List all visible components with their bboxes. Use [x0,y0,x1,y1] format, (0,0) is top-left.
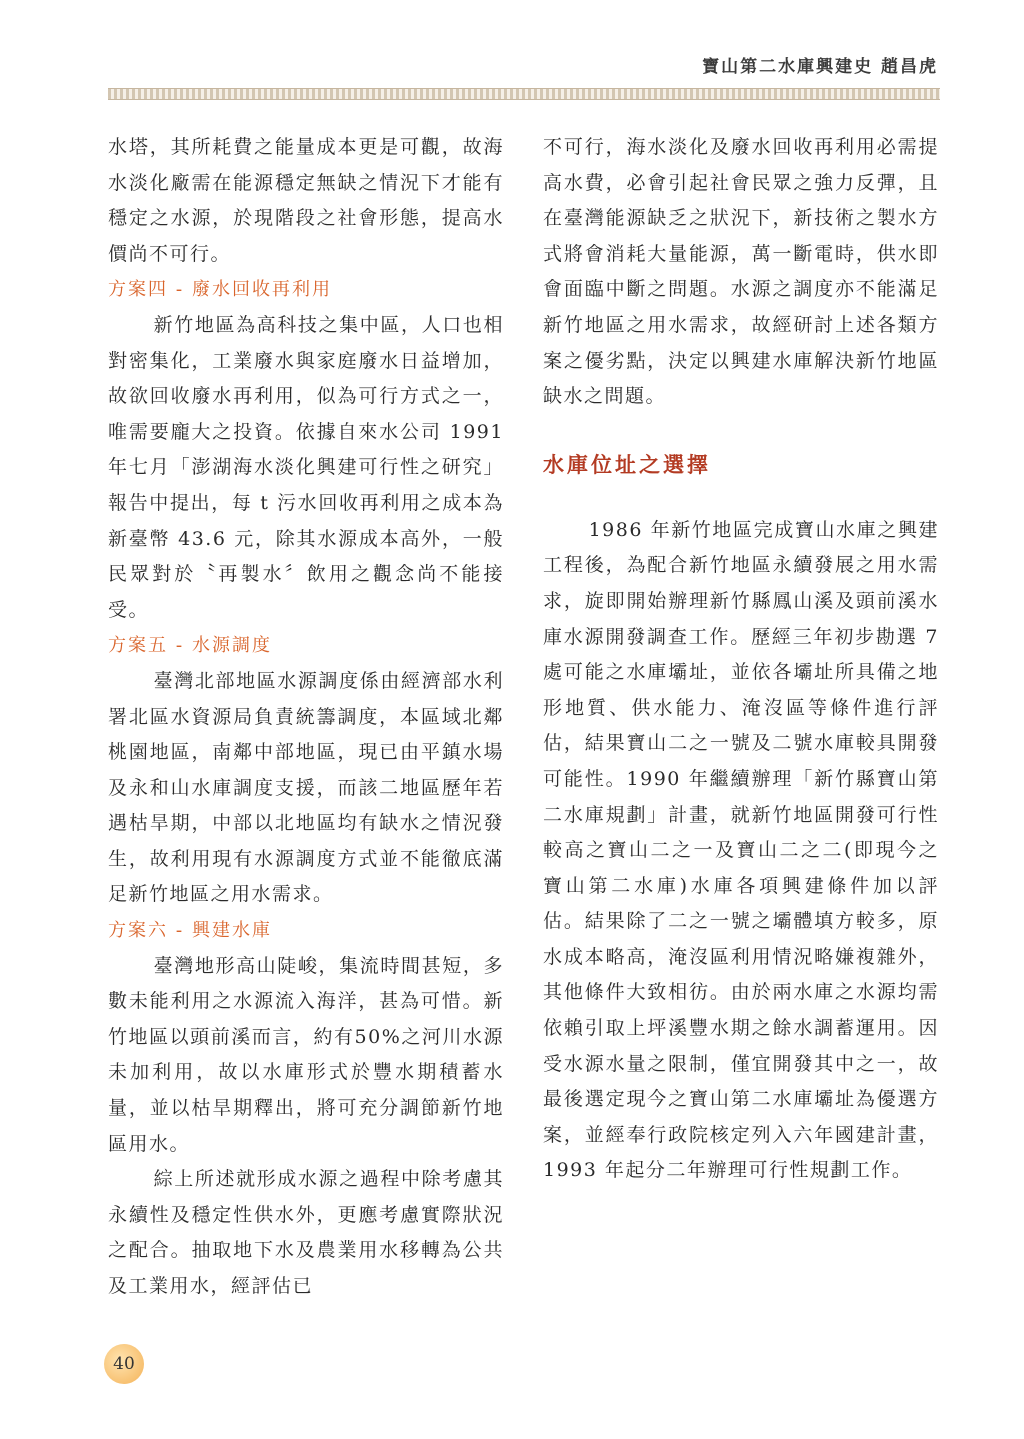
paragraph: 臺灣地形高山陡峻，集流時間甚短，多數未能利用之水源流入海洋，甚為可惜。新竹地區以頭前溪而言，約有50%之河川水源未加利用，故以水庫形式於豐水期積蓄水量，並以枯旱期釋出，將可充分調節新竹地區用水。 [108,954,504,1155]
paragraph: 1986 年新竹地區完成寶山水庫之興建工程後，為配合新竹地區永續發展之用水需求，旋即開始辦理新竹縣鳳山溪及頭前溪水庫水源開發調查工作。歷經三年初步勘選 7 處可能之水庫壩址，並依各壩址所具備之地形地質、供水能力、淹沒區等條件進行評估，結果寶山二之一號及二號水庫較具開發可能性。1990 年繼續辦理「新竹縣寶山第二水庫規劃」計畫，就新竹地區開發可行性較高之寶山二之一及寶山二之二(即現今之寶山第二水庫)水庫各項興建條件加以評估。結果除了二之一號之壩體填方較多，原水成本略高，淹沒區利用情況略嫌複雜外，其他條件大致相彷。由於兩水庫之水源均需依賴引取上坪溪豐水期之餘水調蓄運用。因受水源水量之限制，僅宜開發其中之一，故最後選定現今之寶山第二水庫壩址為優選方案，並經奉行政院核定列入六年國建計畫，1993 年起分二年辦理可行性規劃工作。 [543,518,939,1182]
paragraph: 新竹地區為高科技之集中區，人口也相對密集化，工業廢水與家庭廢水日益增加，故欲回收廢水再利用，似為可行方式之一，唯需要龐大之投資。依據自來水公司 1991 年七月「澎湖海水淡化興建可行性之研究」報告中提出，每 t 污水回收再利用之成本為新臺幣 43.6 元，除其水源成本高外，一般民眾對於〝再製水〞飲用之觀念尚不能接受。 [108,313,504,621]
paragraph: 臺灣北部地區水源調度係由經濟部水利署北區水資源局負責統籌調度，本區域北鄰桃園地區，南鄰中部地區，現已由平鎮水場及永和山水庫調度支援，而該二地區歷年若遇枯旱期，中部以北地區均有缺水之情況發生，故利用現有水源調度方式並不能徹底滿足新竹地區之用水需求。 [108,669,504,906]
running-header: 寶山第二水庫興建史 趙昌虎 [702,57,938,77]
page-number: 40 [104,1344,144,1384]
header-rule [108,88,940,100]
subheading-option-4: 方案四 - 廢水回收再利用 [108,279,332,301]
paragraph: 水塔，其所耗費之能量成本更是可觀，故海水淡化廠需在能源穩定無缺之情況下才能有穩定之水源，於現階段之社會形態，提高水價尚不可行。 [108,136,504,265]
subheading-option-5: 方案五 - 水源調度 [108,635,272,657]
paragraph: 不可行，海水淡化及廢水回收再利用必需提高水費，必會引起社會民眾之強力反彈，且在臺灣能源缺乏之狀況下，新技術之製水方式將會消耗大量能源，萬一斷電時，供水即會面臨中斷之問題。水源之調度亦不能滿足新竹地區之用水需求，故經研討上述各類方案之優劣點，決定以興建水庫解決新竹地區缺水之問題。 [543,136,939,408]
section-title: 水庫位址之選擇 [543,452,711,477]
subheading-option-6: 方案六 - 興建水庫 [108,920,272,942]
left-column [108,130,504,1305]
right-column [543,130,939,1189]
paragraph: 綜上所述就形成水源之過程中除考慮其永續性及穩定性供水外，更應考慮實際狀況之配合。抽取地下水及農業用水移轉為公共及工業用水，經評估已 [108,1168,504,1297]
